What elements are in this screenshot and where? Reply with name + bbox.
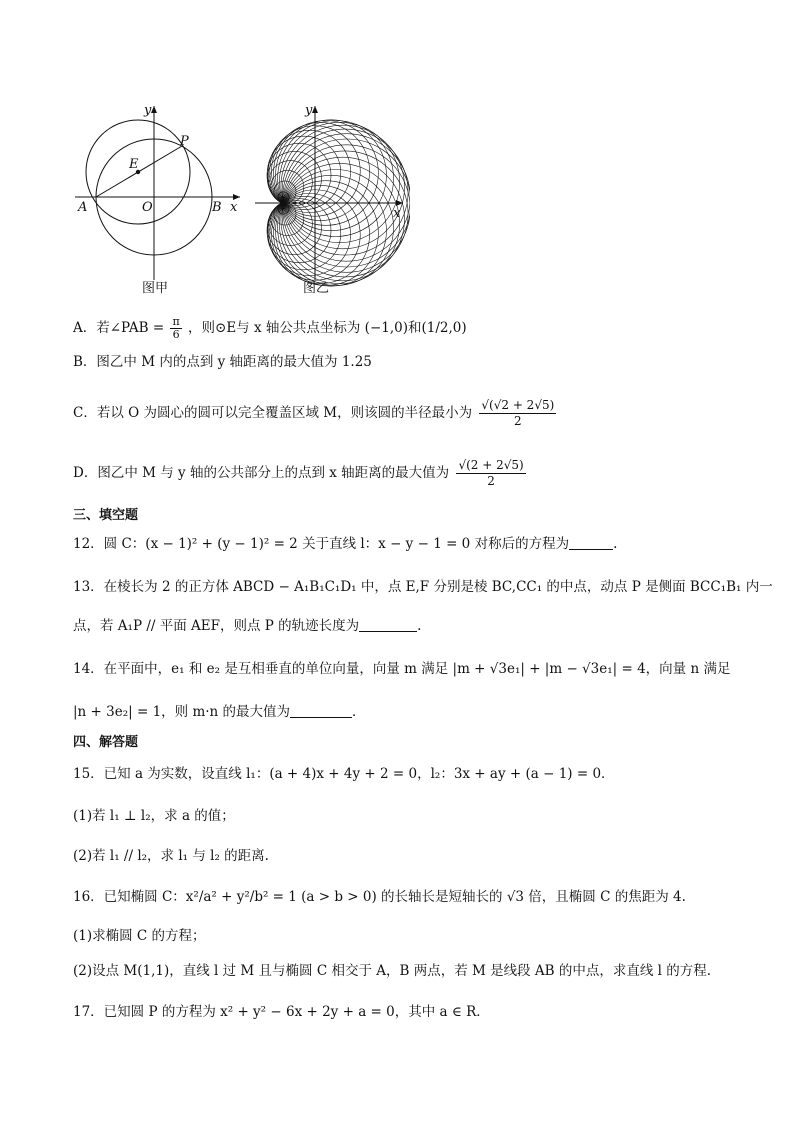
question-16-part1: (1)求椭圆 C 的方程； bbox=[73, 928, 206, 944]
axis-y-label: y bbox=[144, 103, 152, 118]
section-fill-in: 三、填空题 bbox=[73, 508, 139, 523]
caption-yi: 图乙 bbox=[303, 281, 330, 296]
axis-x-label: x bbox=[230, 200, 238, 215]
question-13-line2: 点，若 A₁P // 平面 AEF，则点 P 的轨迹长度为 . bbox=[73, 618, 422, 634]
axis-x-label: x bbox=[393, 206, 401, 221]
answer-blank[interactable] bbox=[359, 617, 417, 632]
question-17: 17．已知圆 P 的方程为 x² + y² − 6x + 2y + a = 0，其中 a ∈ R． bbox=[73, 1004, 490, 1020]
answer-blank[interactable] bbox=[569, 535, 613, 550]
label-o: O bbox=[142, 200, 153, 215]
answer-blank[interactable] bbox=[290, 703, 352, 718]
axis-y-label: y bbox=[305, 103, 313, 118]
question-13-line1: 13．在棱长为 2 的正方体 ABCD − A₁B₁C₁D₁ 中，点 E,F 分别是棱 BC,CC₁ 的中点，动点 P 是侧面 BCC₁B₁ 内一 bbox=[73, 579, 773, 595]
question-16-part2: (2)设点 M(1,1)，直线 l 过 M 且与椭圆 C 相交于 A，B 两点，若 M 是线段 AB 的中点，求直线 l 的方程. bbox=[73, 963, 712, 979]
label-b: B bbox=[212, 200, 222, 215]
question-12: 12．圆 C：(x − 1)² + (y − 1)² = 2 关于直线 l：x − y − 1 = 0 对称后的方程为 . bbox=[73, 536, 618, 552]
question-15-part2: (2)若 l₁ // l₂，求 l₁ 与 l₂ 的距离. bbox=[73, 848, 269, 864]
option-b: B．图乙中 M 内的点到 y 轴距离的最大值为 1.25 bbox=[73, 354, 372, 370]
option-a: A．若∠PAB = $\frac{\pi}{6}$ ，则⊙E与 x 轴公共点坐标为 (−1,0)和(1/2,0) bbox=[73, 315, 467, 341]
option-c: C．若以 O 为圆心的圆可以完全覆盖区域 M，则该圆的半径最小为 $\frac{√(√2 + 2√5)}{2}$ bbox=[73, 398, 555, 428]
label-p: P bbox=[180, 134, 189, 149]
question-15-part1: (1)若 l₁ ⊥ l₂，求 a 的值； bbox=[73, 808, 235, 824]
figure-yi bbox=[255, 100, 410, 290]
section-answer: 四、解答题 bbox=[73, 735, 139, 750]
question-14-line1: 14．在平面中，e₁ 和 e₂ 是互相垂直的单位向量，向量 m 满足 |m + √3e₁| + |m − √3e₁| = 4，向量 n 满足 bbox=[73, 661, 731, 677]
label-a: A bbox=[78, 200, 88, 215]
question-14-line2: |n + 3e₂| = 1，则 m·n 的最大值为 ． bbox=[73, 704, 366, 720]
caption-jia: 图甲 bbox=[142, 281, 169, 296]
label-e: E bbox=[129, 157, 139, 172]
option-d: D．图乙中 M 与 y 轴的公共部分上的点到 x 轴距离的最大值为 $\frac{√(2 + 2√5)}{2}$ bbox=[73, 458, 524, 488]
question-15: 15．已知 a 为实数，设直线 l₁：(a + 4)x + 4y + 2 = 0，l₂：3x + ay + (a − 1) = 0． bbox=[73, 766, 615, 782]
question-16: 16．已知椭圆 C：x²/a² + y²/b² = 1 (a > b > 0) 的长轴长是短轴长的 √3 倍，且椭圆 C 的焦距为 4. bbox=[73, 889, 686, 905]
figure-jia bbox=[70, 100, 250, 300]
